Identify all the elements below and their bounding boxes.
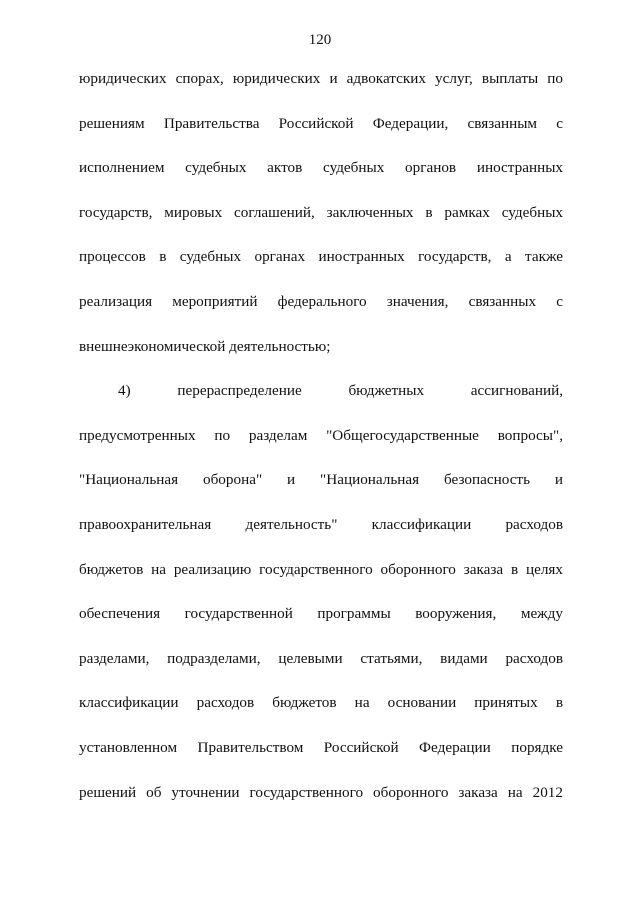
text-line: государств, мировых соглашений, заключенных в рамках судебных — [79, 203, 563, 221]
page-number: 120 — [308, 32, 332, 48]
text-line: юридических спорах, юридических и адвокатских услуг, выплаты по — [79, 70, 563, 87]
text-line: правоохранительная деятельность" классификации расходов — [79, 515, 563, 533]
text-line: классификации расходов бюджетов на основании принятых в — [79, 694, 563, 712]
text-line: обеспечения государственной программы вооружения, между — [79, 605, 563, 623]
text-line: реализация мероприятий федерального значения, связанных с — [79, 292, 563, 310]
text-line: решениям Правительства Российской Федерации, связанным с — [79, 114, 563, 132]
paragraph-end-line: внешнеэкономической деятельностью; — [79, 337, 331, 355]
text-line: исполнением судебных актов судебных органов иностранных — [79, 159, 563, 177]
body-text — [79, 68, 563, 826]
text-line: решений об уточнении государственного оборонного заказа на 2012 — [79, 783, 563, 801]
text-line: установленном Правительством Российской Федерации порядке — [79, 738, 563, 756]
text-line: предусмотренных по разделам "Общегосударственные вопросы", — [79, 426, 563, 444]
text-line: "Национальная оборона" и "Национальная безопасность и — [79, 471, 563, 489]
list-item-4-first-line: 4) перераспределение бюджетных ассигнований, — [118, 382, 563, 400]
text-line: бюджетов на реализацию государственного оборонного заказа в целях — [79, 560, 563, 578]
text-line: процессов в судебных органах иностранных государств, а также — [79, 248, 563, 266]
text-line: разделами, подразделами, целевыми статьями, видами расходов — [79, 649, 563, 667]
